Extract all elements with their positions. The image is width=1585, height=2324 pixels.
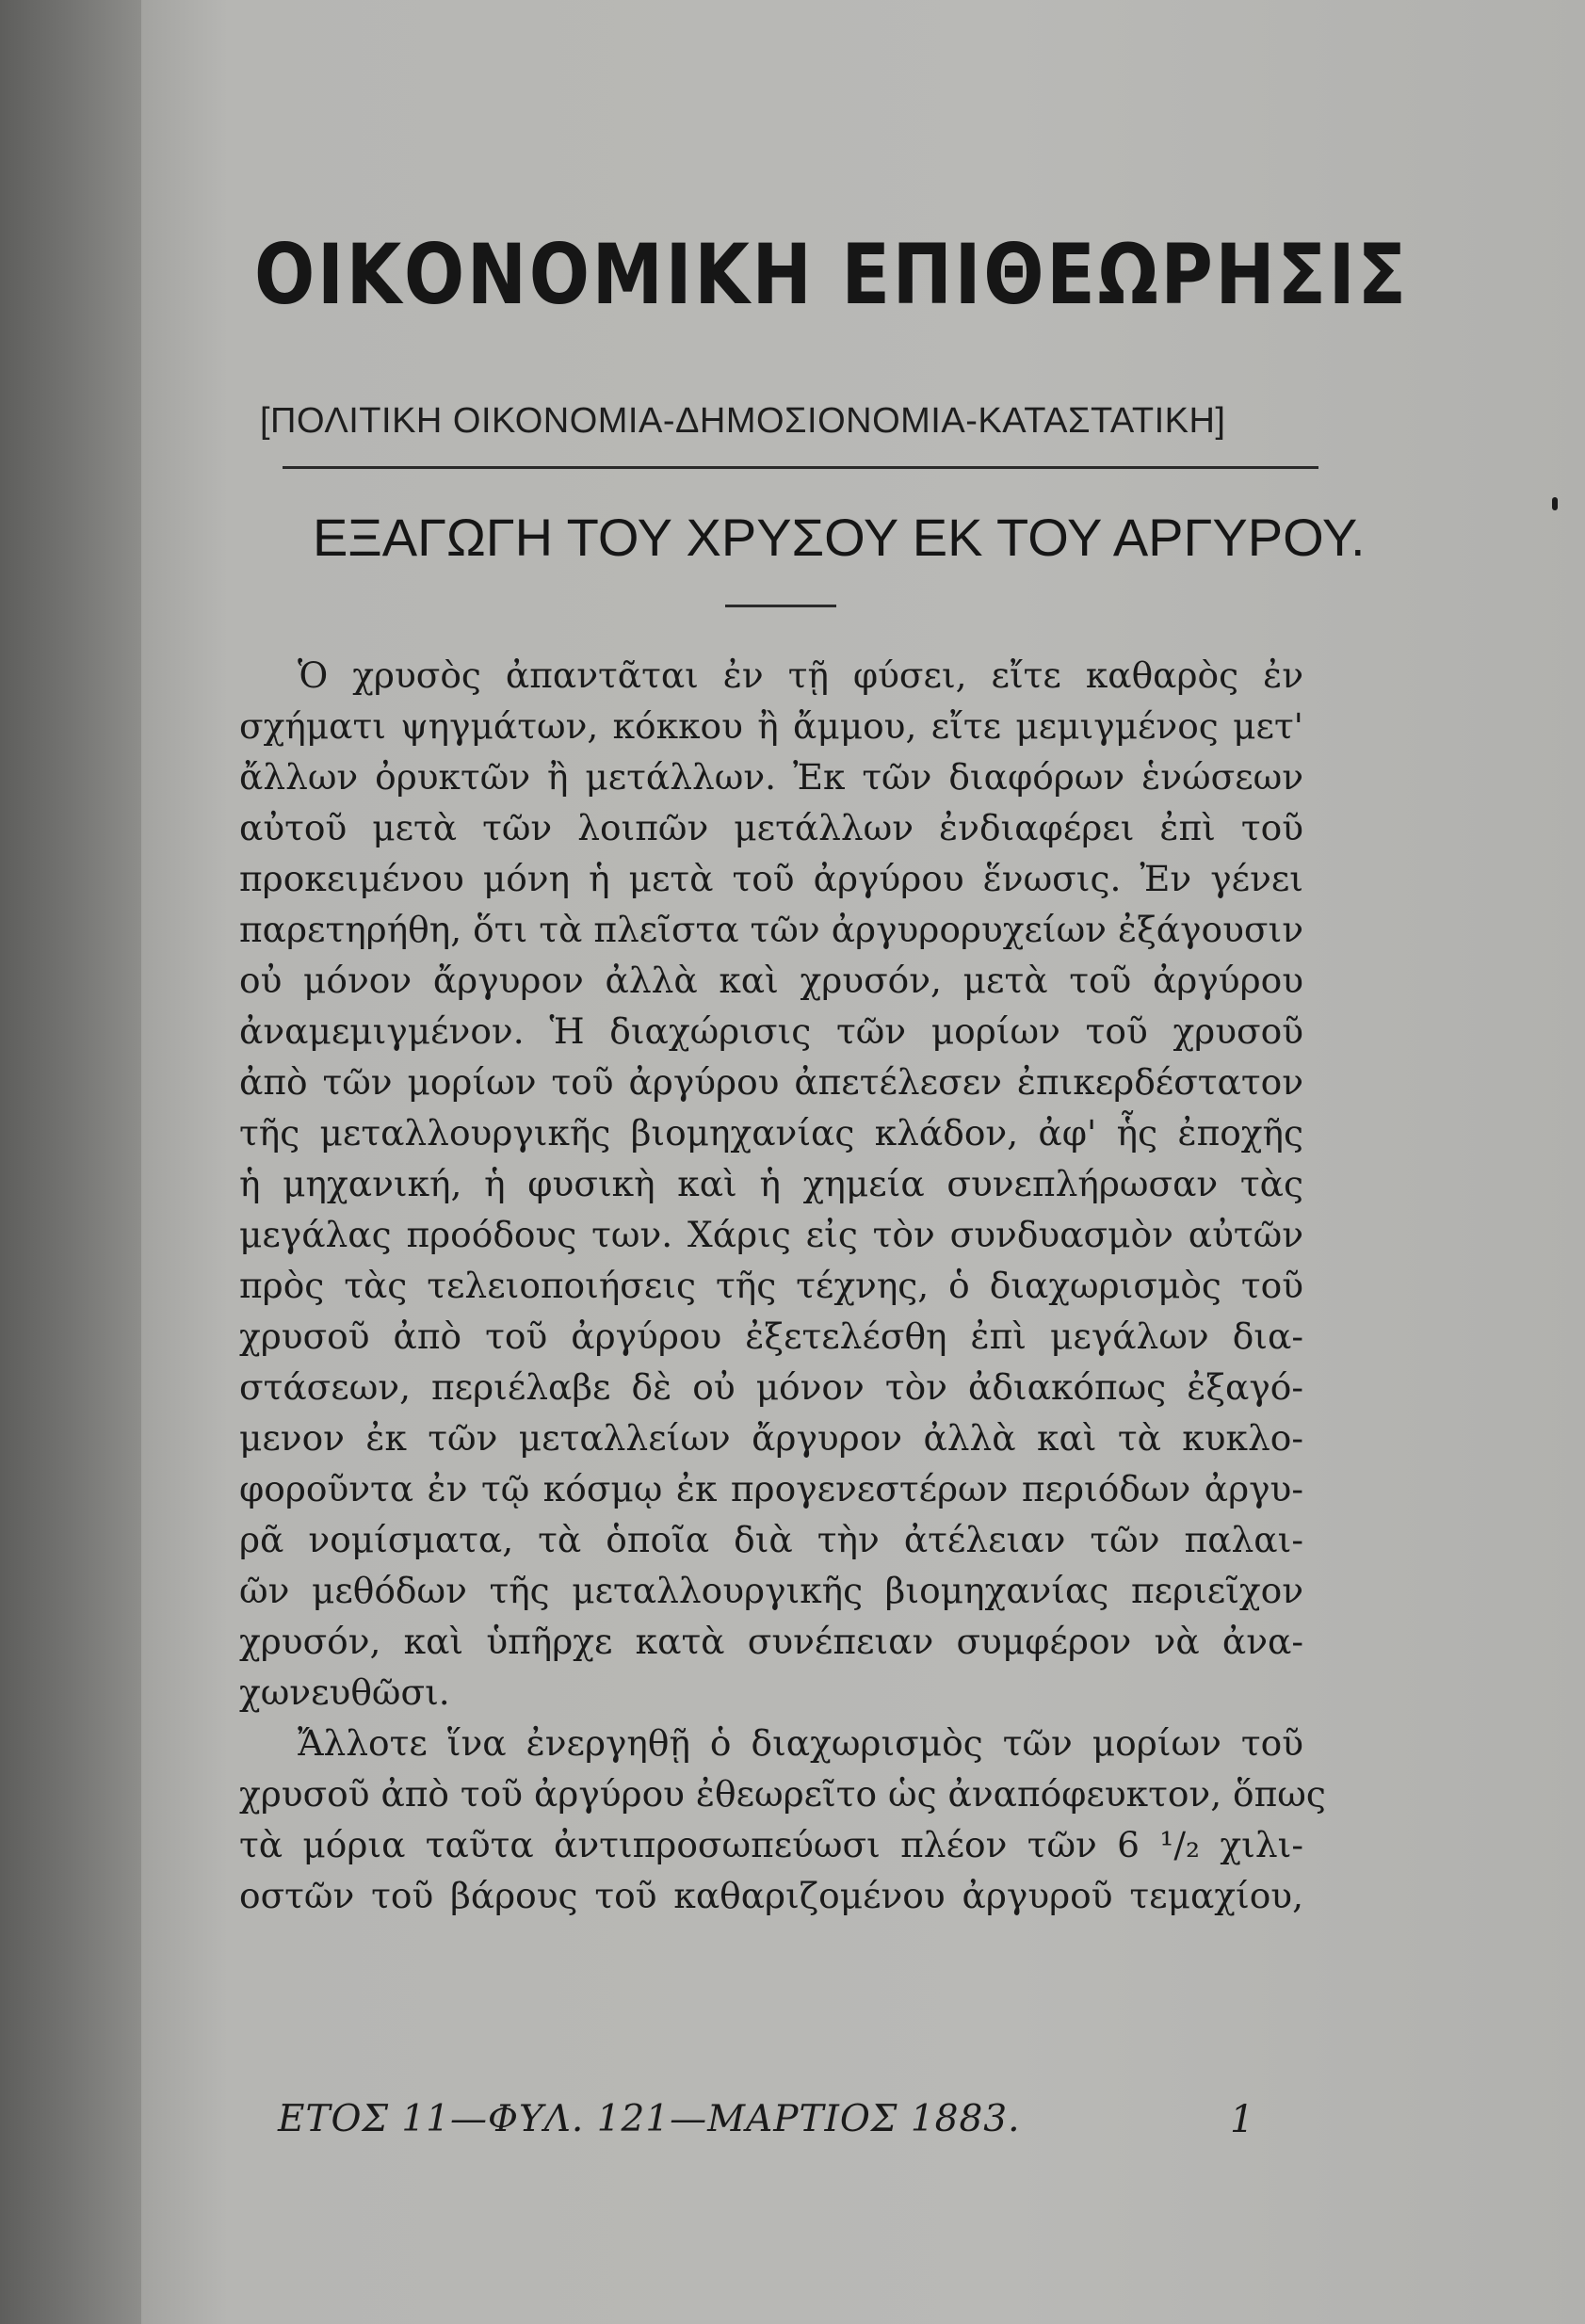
body-line: μενον ἐκ τῶν μεταλλείων ἄργυρον ἀλλὰ καὶ τὰ κυκλο- — [239, 1417, 1303, 1459]
header-divider — [283, 466, 1318, 469]
article-title: ΕΞΑΓΩΓΗ ΤΟΥ ΧΡΥΣΟΥ ΕΚ ΤΟΥ ΑΡΓΥΡΟΥ. — [313, 508, 1366, 567]
body-line: οστῶν τοῦ βάρους τοῦ καθαριζομένου ἀργυροῦ τεμαχίου, — [239, 1875, 1303, 1916]
body-line: αὐτοῦ μετὰ τῶν λοιπῶν μετάλλων ἐνδιαφέρει ἐπὶ τοῦ — [239, 807, 1303, 848]
body-line: χρυσόν, καὶ ὑπῆρχε κατὰ συνέπειαν συμφέρον νὰ ἀνα- — [239, 1621, 1303, 1662]
body-line: προκειμένου μόνη ἡ μετὰ τοῦ ἀργύρου ἕνωσις. Ἐν γένει — [239, 858, 1303, 899]
body-line: ἀναμεμιγμένον. Ἡ διαχώρισις τῶν μορίων τοῦ χρυσοῦ — [239, 1010, 1303, 1052]
body-line: ἡ μηχανική, ἡ φυσικὴ καὶ ἡ χημεία συνεπλήρωσαν τὰς — [239, 1163, 1303, 1204]
journal-subtitle: [ΠΟΛΙΤΙΚΗ ΟΙΚΟΝΟΜΙΑ-ΔΗΜΟΣΙΟΝΟΜΙΑ-ΚΑΤΑΣΤΑΤΙΚΗ] — [260, 401, 1226, 441]
body-line: ἄλλων ὀρυκτῶν ἢ μετάλλων. Ἐκ τῶν διαφόρων ἑνώσεων — [239, 756, 1303, 798]
body-line: ρᾶ νομίσματα, τὰ ὁποῖα διὰ τὴν ἀτέλειαν τῶν παλαι- — [239, 1519, 1303, 1560]
body-line: σχήματι ψηγμάτων, κόκκου ἢ ἄμμου, εἴτε μεμιγμένος μετ' — [239, 705, 1303, 747]
body-line: Ὁ χρυσὸς ἀπαντᾶται ἐν τῇ φύσει, εἴτε καθαρὸς ἐν — [298, 654, 1303, 696]
body-line: χρυσοῦ ἀπὸ τοῦ ἀργύρου ἐξετελέσθη ἐπὶ μεγάλων δια- — [239, 1315, 1303, 1357]
body-line: οὐ μόνον ἄργυρον ἀλλὰ καὶ χρυσόν, μετὰ τοῦ ἀργύρου — [239, 960, 1303, 1001]
body-line: ἀπὸ τῶν μορίων τοῦ ἀργύρου ἀπετέλεσεν ἐπικερδέστατον — [239, 1061, 1303, 1103]
body-line: στάσεων, περιέλαβε δὲ οὐ μόνον τὸν ἀδιακόπως ἐξαγό- — [239, 1366, 1303, 1408]
body-line: χωνευθῶσι. — [239, 1671, 450, 1713]
body-line: μεγάλας προόδους των. Χάρις εἰς τὸν συνδυασμὸν αὐτῶν — [239, 1214, 1303, 1255]
body-line: ῶν μεθόδων τῆς μεταλλουργικῆς βιομηχανίας περιεῖχον — [239, 1570, 1303, 1611]
body-line: πρὸς τὰς τελειοποιήσεις τῆς τέχνης, ὁ διαχωρισμὸς τοῦ — [239, 1265, 1303, 1306]
body-line: χρυσοῦ ἀπὸ τοῦ ἀργύρου ἐθεωρεῖτο ὡς ἀναπόφευκτον, ὅπως — [239, 1773, 1326, 1815]
body-line: τῆς μεταλλουργικῆς βιομηχανίας κλάδον, ἀφ' ἧς ἐποχῆς — [239, 1112, 1303, 1154]
title-divider — [725, 605, 836, 607]
page-number: 1 — [1230, 2098, 1254, 2141]
article-body — [239, 650, 1326, 1921]
ink-speck — [1552, 497, 1558, 510]
body-line: φοροῦντα ἐν τῷ κόσμῳ ἐκ προγενεστέρων περιόδων ἀργυ- — [239, 1468, 1303, 1509]
book-spine-shadow — [0, 0, 141, 2324]
body-line: τὰ μόρια ταῦτα ἀντιπροσωπεύωσι πλέον τῶν 6 ¹/₂ χιλι- — [239, 1824, 1303, 1865]
issue-info: ΕΤΟΣ 11—ΦΥΛ. 121—ΜΑΡΤΙΟΣ 1883. — [278, 2098, 1021, 2140]
body-line: Ἄλλοτε ἵνα ἐνεργηθῇ ὁ διαχωρισμὸς τῶν μορίων τοῦ — [298, 1722, 1303, 1764]
journal-title: ΟΙΚΟΝΟΜΙΚΗ ΕΠΙΘΕΩΡΗΣΙΣ — [254, 226, 1409, 323]
body-line: παρετηρήθη, ὅτι τὰ πλεῖστα τῶν ἀργυρορυχείων ἐξάγουσιν — [239, 909, 1303, 950]
